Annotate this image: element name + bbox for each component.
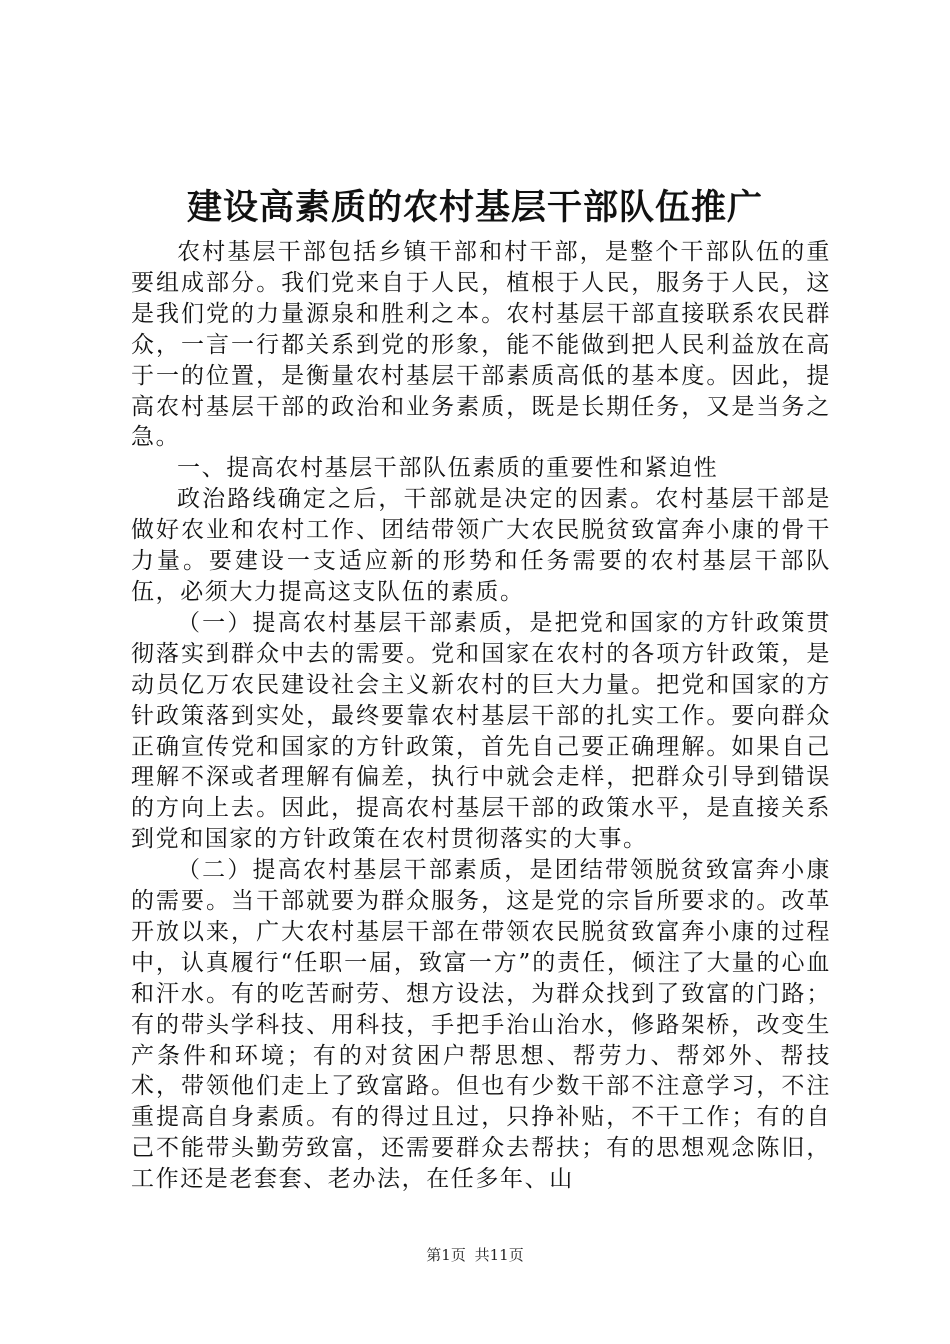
document-title: 建设高素质的农村基层干部队伍推广	[186, 187, 763, 228]
document-body	[131, 237, 831, 1195]
section-heading-1: 一、提高农村基层干部队伍素质的重要性和紧迫性	[177, 455, 719, 482]
page-footer	[0, 1244, 950, 1265]
intro-paragraph: 农村基层干部包括乡镇干部和村干部，是整个干部队伍的重要组成部分。我们党来自于人民，植根于人民，服务于人民，这是我们党的力量源泉和胜利之本。农村基层干部直接联系农民群众，一言一行都关系到党的形象，能不能做到把人民利益放在高于一的位置，是衡量农村基层干部素质高低的基本度。因此，提高农村基层干部的政治和业务素质，既是长期任务，又是当务之急。	[131, 239, 831, 451]
body-paragraph: （一）提高农村基层干部素质，是把党和国家的方针政策贯彻落实到群众中去的需要。党和国家在农村的各项方针政策，是动员亿万农民建设社会主义新农村的巨大力量。把党和国家的方针政策落到实处，最终要靠农村基层干部的扎实工作。要向群众正确宣传党和国家的方针政策，首先自己要正确理解。如果自己理解不深或者理解有偏差，执行中就会走样，把群众引导到错误的方向上去。因此，提高农村基层干部的政策水平，是直接关系到党和国家的方针政策在农村贯彻落实的大事。	[131, 609, 831, 853]
page-total: 共11页	[474, 1246, 524, 1264]
body-paragraph: 政治路线确定之后，干部就是决定的因素。农村基层干部是做好农业和农村工作、团结带领广大农民脱贫致富奔小康的骨干力量。要建设一支适应新的形势和任务需要的农村基层干部队伍，必须大力提高这支队伍的素质。	[131, 486, 831, 605]
page-number: 第1页	[426, 1246, 466, 1264]
body-paragraph: （二）提高农村基层干部素质，是团结带领脱贫致富奔小康的需要。当干部就要为群众服务，这是党的宗旨所要求的。改革开放以来，广大农村基层干部在带领农民脱贫致富奔小康的过程中，认真履行“任职一届，致富一方”的责任，倾注了大量的心血和汗水。有的吃苦耐劳、想方设法，为群众找到了致富的门路；有的带头学科技、用科技，手把手治山治水，修路架桥，改变生产条件和环境；有的对贫困户帮思想、帮劳力、帮郊外、帮技术，带领他们走上了致富路。但也有少数干部不注意学习，不注重提高自身素质。有的得过且过，只挣补贴，不干工作；有的自己不能带头勤劳致富，还需要群众去帮扶；有的思想观念陈旧，工作还是老套套、老办法，在任多年、山	[131, 857, 831, 1193]
